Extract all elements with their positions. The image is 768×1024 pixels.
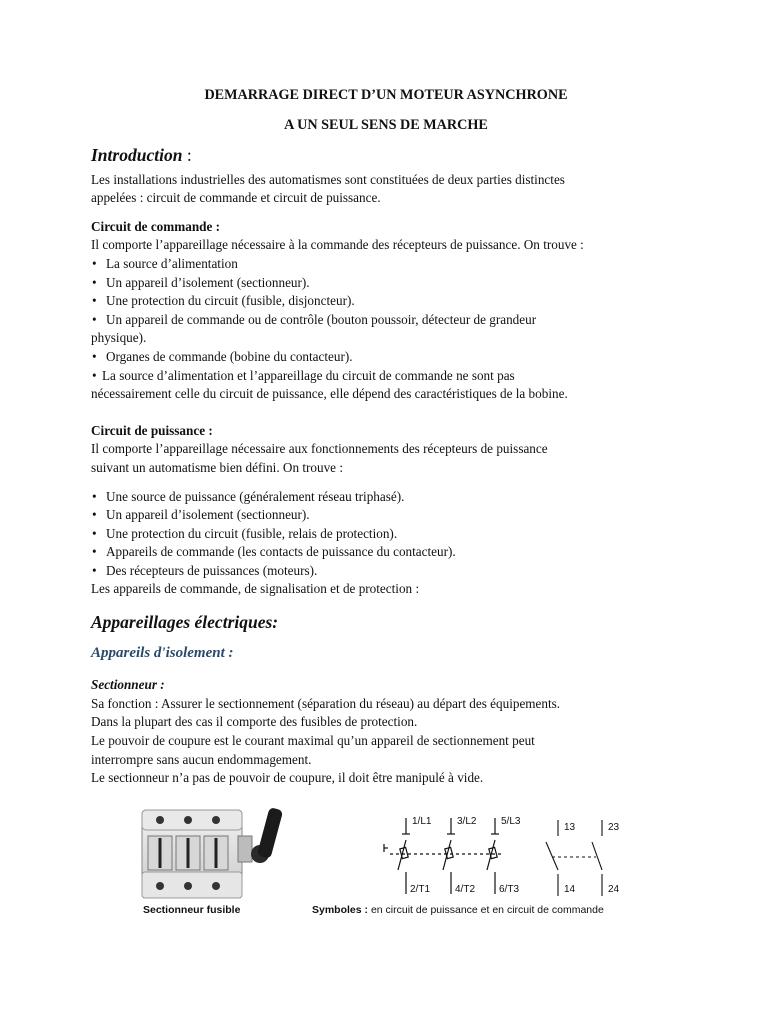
commande-note-line-2: nécessairement celle du circuit de puissance, elle dépend des caractéristiques de la bobine. [91,386,568,402]
intro-heading [91,146,681,165]
puissance-lead-line-1: Il comporte l’appareillage nécessaire aux fonctionnements des récepteurs de puissance [91,441,548,457]
cmd-top-label: 13 [564,822,576,833]
caption-sectionneur-fusible: Sectionneur fusible [143,904,241,916]
intro-text-line-1: Les installations industrielles des automatismes sont constituées de deux parties distinctes [91,171,565,187]
list-item: • Appareils de commande (les contacts de puissance du contacteur). [91,543,681,562]
isolement-heading: Appareils d'isolement : [91,644,234,661]
list-item: • Des récepteurs de puissances (moteurs). [91,562,681,581]
power-circuit-symbol [376,812,526,900]
sectionneur-line: Dans la plupart des cas il comporte des fusibles de protection. [91,714,418,730]
commande-lead: Il comporte l’appareillage nécessaire à la commande des récepteurs de puissance. On trouve : [91,237,584,253]
list-item: • Une source de puissance (généralement réseau triphasé). [91,488,681,507]
sectionneur-line: Le sectionneur n’a pas de pouvoir de coupure, il doit être manipulé à vide. [91,770,484,786]
sectionneur-fusible-image [138,806,296,902]
cmd-top-label: 23 [608,822,620,833]
title-line-1: DEMARRAGE DIRECT D’UN MOTEUR ASYNCHRONE [204,87,568,103]
puissance-tail: Les appareils de commande, de signalisation et de protection : [91,581,420,597]
commande-list-2 [91,348,681,385]
list-item: • Un appareil d’isolement (sectionneur). [91,274,681,293]
power-top-label: 5/L3 [501,816,521,827]
commande-note: • La source d’alimentation et l’appareillage du circuit de commande ne sont pas [91,367,681,386]
caption-puissance: en circuit de puissance [370,904,478,916]
intro-heading-suffix: : [182,145,192,165]
sectionneur-line: Le pouvoir de coupure est le courant maximal qu’un appareil de sectionnement peut [91,733,535,749]
list-item: • Un appareil de commande ou de contrôle (bouton poussoir, détecteur de grandeur [91,311,681,330]
power-bottom-label: 2/T1 [410,884,431,895]
puissance-lead-line-2: suivant un automatisme bien défini. On trouve : [91,459,343,475]
intro-text-line-2: appelées : circuit de commande et circuit de puissance. [91,190,381,206]
caption-symboles-label: Symboles : [312,904,371,916]
list-item: • Organes de commande (bobine du contacteur). [91,348,681,367]
list-item: • La source d’alimentation [91,255,681,274]
document-page [91,86,681,788]
figures-row [0,800,768,930]
power-bottom-label: 6/T3 [499,884,520,895]
list-item: • Une protection du circuit (fusible, disjoncteur). [91,292,681,311]
power-top-label: 1/L1 [412,816,432,827]
appareillages-heading: Appareillages électriques: [91,612,279,633]
list-item: • Un appareil d’isolement (sectionneur). [91,506,681,525]
caption-symboles [312,904,604,916]
intro-heading-text: Introduction [91,145,183,165]
sectionneur-line: Sa fonction : Assurer le sectionnement (séparation du réseau) au départ des équipements. [91,695,561,711]
power-top-label: 3/L2 [457,816,477,827]
commande-item-4-continuation: physique). [91,330,147,346]
commande-list [91,255,681,329]
title-line-2: A UN SEUL SENS DE MARCHE [284,117,488,133]
list-item: • Une protection du circuit (fusible, relais de protection). [91,525,681,544]
power-bottom-label: 4/T2 [455,884,476,895]
caption-commande: circuit de commande [506,904,604,916]
puissance-list [91,488,681,581]
commande-heading: Circuit de commande : [91,218,221,234]
puissance-heading: Circuit de puissance : [91,422,213,438]
cmd-bottom-label: 24 [608,884,620,895]
sectionneur-heading: Sectionneur : [91,677,165,693]
command-circuit-symbol [540,816,640,900]
sectionneur-line: interrompre sans aucun endommagement. [91,751,312,767]
caption-et-en: et en [477,904,507,916]
cmd-bottom-label: 14 [564,884,576,895]
